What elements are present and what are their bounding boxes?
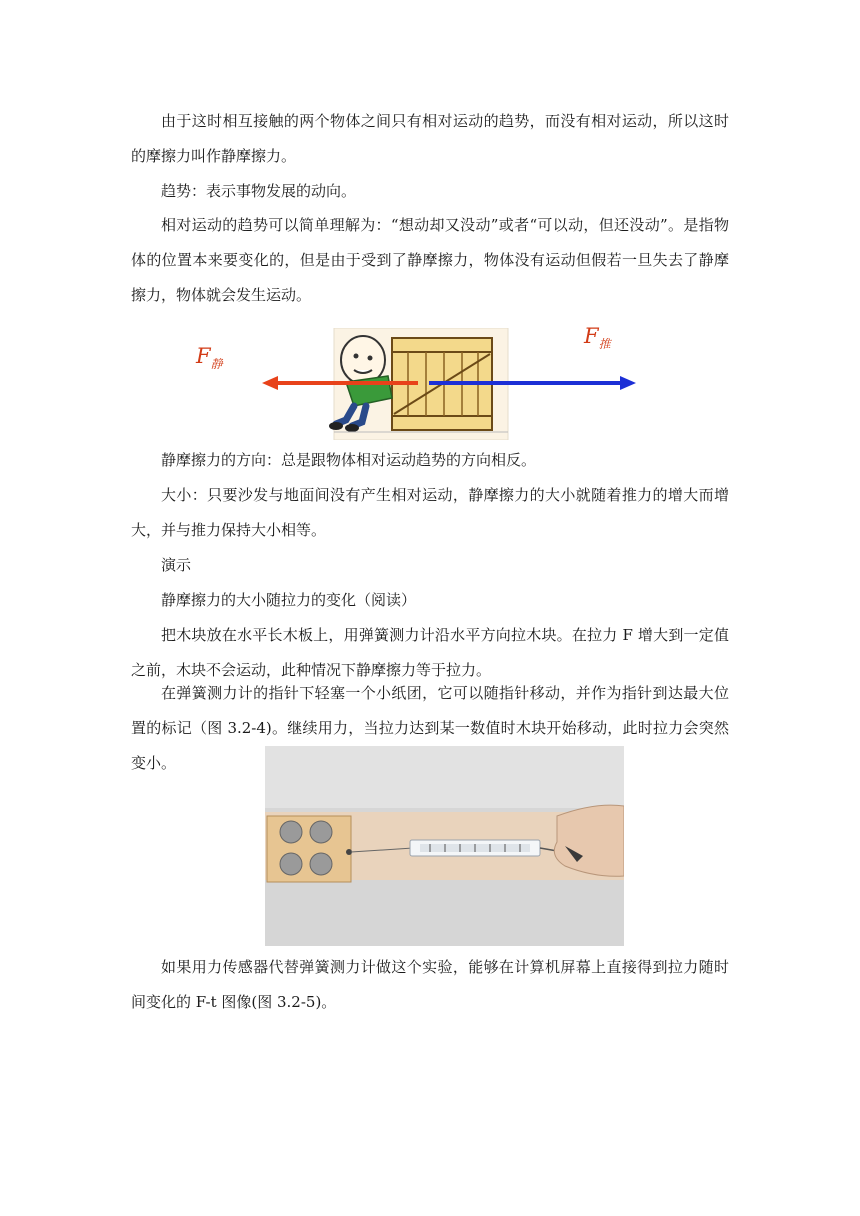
paragraph-friction-magnitude: 大小：只要沙发与地面间没有产生相对运动，静摩擦力的大小就随着推力的增大而增大，并与推力保持大小相等。 (131, 486, 729, 539)
paragraph-demo-title: 静摩擦力的大小随拉力的变化（阅读） (161, 591, 417, 609)
push-force-label: $F_推$ (584, 324, 611, 352)
paragraph-demo-heading: 演示 (161, 556, 192, 574)
paragraph-relative-motion-trend: 相对运动的趋势可以简单理解为：“想动却又没动”或者“可以动，但还没动”。是指物体的位置本来要变化的，但是由于受到了静摩擦力，物体没有运动但假若一旦失去了静摩擦力，物体就会发生运动。 (131, 216, 729, 304)
paragraph-static-friction-definition: 由于这时相互接触的两个物体之间只有相对运动的趋势，而没有相对运动，所以这时的摩擦力叫作静摩擦力。 (131, 112, 729, 165)
static-friction-label: $F_静$ (196, 344, 223, 372)
push-crate-figure (196, 324, 656, 440)
paragraph-demo-setup: 把木块放在水平长木板上，用弹簧测力计沿水平方向拉木块。在拉力 F 增大到一定值之前，木块不会运动，此种情况下静摩擦力等于拉力。 (131, 626, 729, 679)
spring-scale-photo (265, 746, 624, 946)
paragraph-force-sensor: 如果用力传感器代替弹簧测力计做这个实验，能够在计算机屏幕上直接得到拉力随时间变化的 F-t 图像(图 3.2-5)。 (131, 958, 729, 1011)
paragraph-paper-marker: 在弹簧测力计的指针下轻塞一个小纸团，它可以随指针移动，并作为指针到达最大位置的标记（图 3.2-4)。继续用力，当拉力达到某一数值时木块开始移动，此时拉力会突然变小。 (131, 684, 729, 772)
spring-scale-photo-illustration (265, 746, 624, 946)
paragraph-friction-direction: 静摩擦力的方向：总是跟物体相对运动趋势的方向相反。 (161, 451, 537, 469)
paragraph-trend-definition: 趋势：表示事物发展的动向。 (161, 182, 357, 200)
